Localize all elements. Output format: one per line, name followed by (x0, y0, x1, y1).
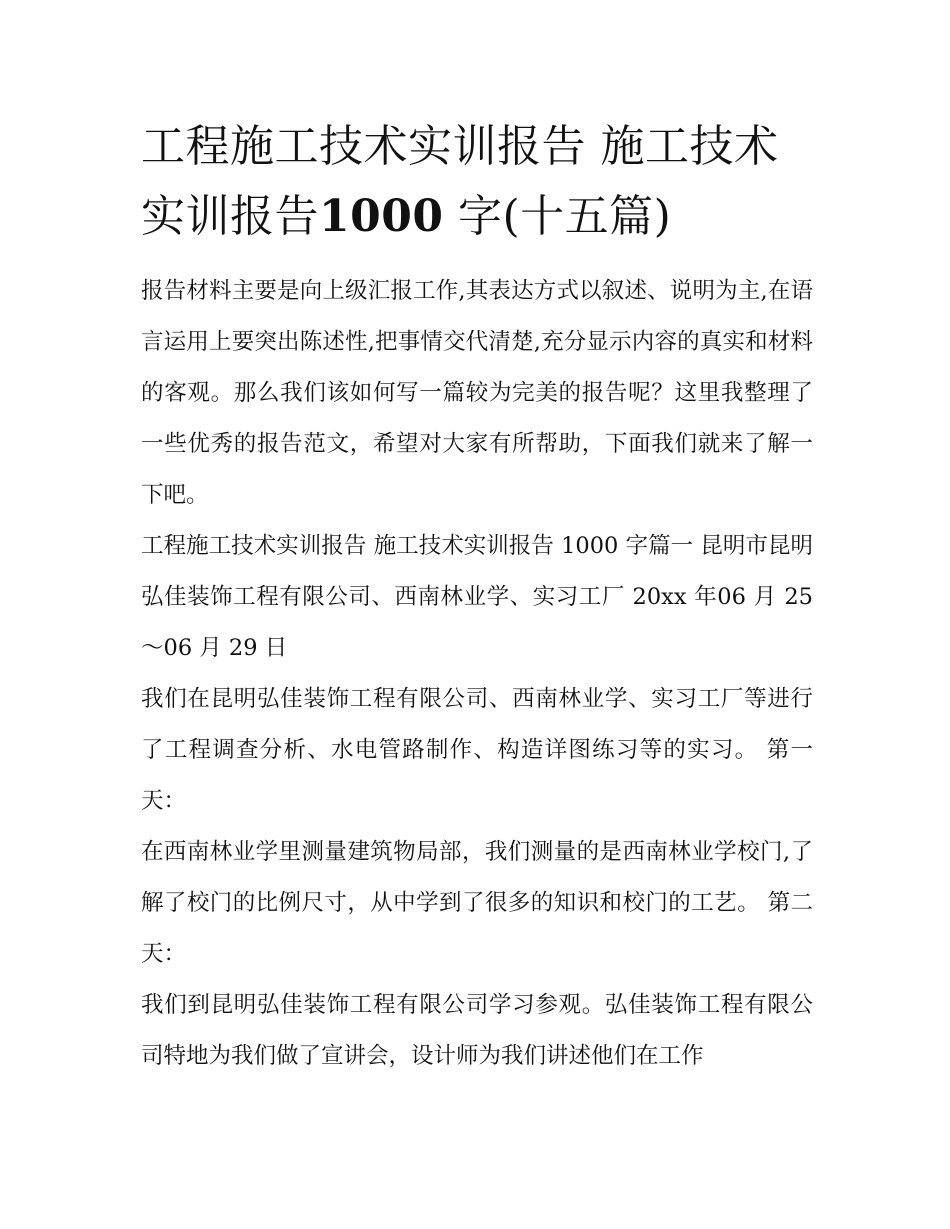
document-title (141, 112, 813, 252)
document-body (141, 112, 813, 1082)
report-header-paragraph: 工程施工技术实训报告 施工技术实训报告 1000 字篇一 昆明市昆明弘佳装饰工程有限公司、西南林业学、实习工厂 20xx 年06 月 25～06 月 29 日 (141, 533, 813, 661)
day-one-paragraph: 在西南林业学里测量建筑物局部，我们测量的是西南林业学校门,了解了校门的比例尺寸，从中学到了很多的知识和校门的工艺。 第二天： (141, 839, 813, 967)
day-two-paragraph: 我们到昆明弘佳装饰工程有限公司学习参观。弘佳装饰工程有限公司特地为我们做了宣讲会，设计师为我们讲述他们在工作 (141, 992, 813, 1069)
intro-paragraph: 报告材料主要是向上级汇报工作,其表达方式以叙述、说明为主,在语言运用上要突出陈述性,把事情交代清楚,充分显示内容的真实和材料的客观。那么我们该如何写一篇较为完美的报告呢？这里我整理了一些优秀的报告范文，希望对大家有所帮助，下面我们就来了解一下吧。 (141, 278, 813, 508)
title-number: 1000 (319, 191, 444, 242)
title-text-part1: 工程施工技术实训报告 施工技术实训报告 (141, 121, 779, 242)
internship-summary-paragraph: 我们在昆明弘佳装饰工程有限公司、西南林业学、实习工厂等进行了工程调查分析、水电管路制作、构造详图练习等的实习。 第一天： (141, 686, 813, 814)
title-text-part2: 字(十五篇) (443, 191, 672, 242)
